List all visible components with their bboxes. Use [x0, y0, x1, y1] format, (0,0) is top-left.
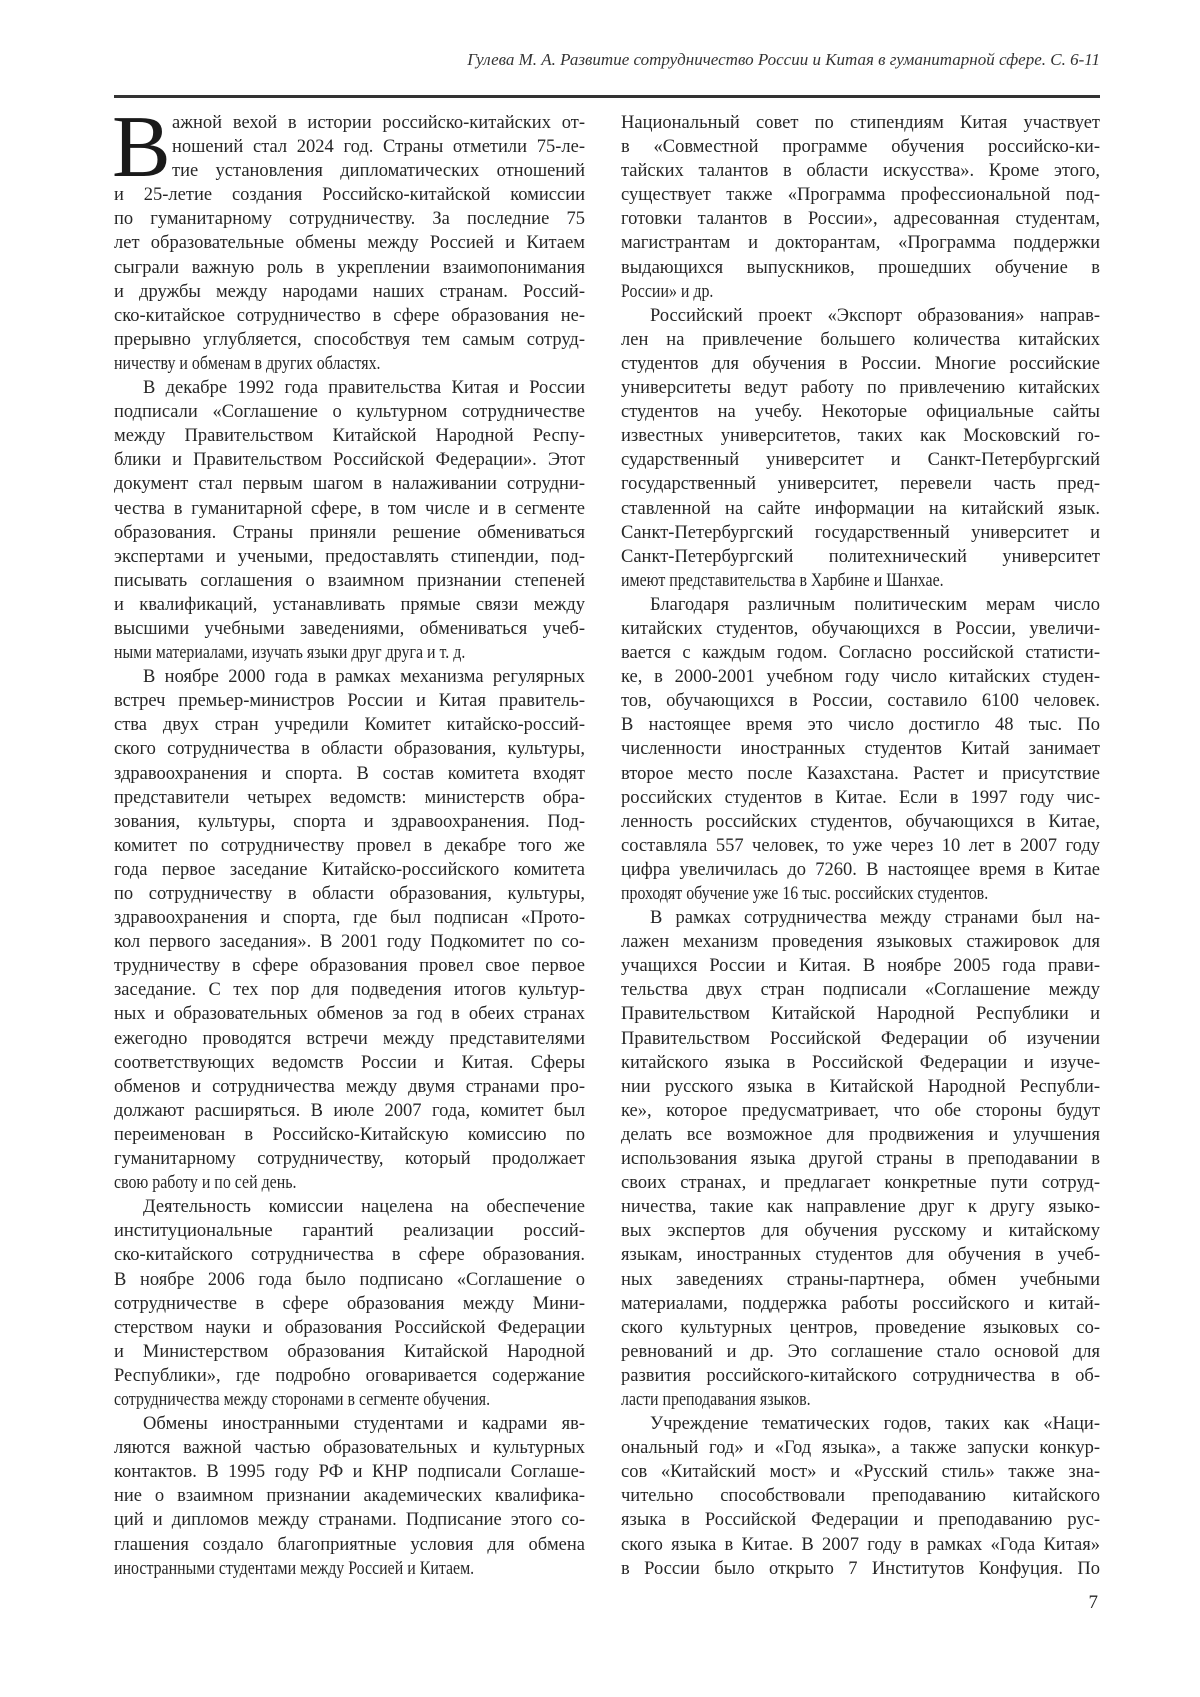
line-text: сотрудничества между сторонами в сегменте обучения. — [114, 1388, 490, 1412]
line-text: ничества, такие как направление друг к другу языко- — [621, 1197, 1100, 1217]
line-text: и квалификаций, устанавливать прямые связи между — [114, 595, 585, 615]
line-text: между Правительством Китайской Народной Респу- — [114, 426, 585, 446]
text-line — [114, 906, 585, 930]
text-line — [114, 1123, 585, 1147]
line-text: образования. Страны приняли решение обмениваться — [114, 523, 585, 543]
text-line — [114, 472, 585, 496]
line-text: России» и др. — [621, 280, 713, 304]
text-line — [621, 1533, 1100, 1557]
line-text: в «Совместной программе обучения российско-ки- — [621, 137, 1100, 157]
line-text: делать все возможное для продвижения и улучшения — [621, 1125, 1100, 1145]
text-line — [621, 1243, 1100, 1267]
line-text: Деятельность комиссии нацелена на обеспечение — [143, 1197, 585, 1217]
text-line — [621, 1484, 1100, 1508]
line-text: в России было открыто 7 Институтов Конфуция. По — [621, 1559, 1100, 1579]
text-line — [114, 1340, 585, 1364]
line-text: высшими учебными заведениями, обмениваться учеб- — [114, 619, 585, 639]
line-text: глашения создало благоприятные условия для обмена — [114, 1535, 585, 1555]
text-line — [621, 665, 1100, 689]
line-text: года первое заседание Китайско-российского комитета — [114, 860, 585, 880]
text-line — [621, 1123, 1100, 1147]
text-line — [621, 352, 1100, 376]
line-text: тайских талантов в области искусства». Кроме этого, — [621, 161, 1100, 181]
line-text: переименован в Российско-Китайскую комиссию по — [114, 1125, 585, 1145]
line-text: В настоящее время это число достигло 48 тыс. По — [621, 715, 1100, 735]
line-text: ными материалами, изучать языки друг друга и т. д. — [114, 641, 465, 665]
text-line — [621, 183, 1100, 207]
text-line — [114, 1388, 585, 1412]
line-text: численности иностранных студентов Китай занимает — [621, 739, 1100, 759]
line-text: составляла 557 человек, то уже через 10 лет в 2007 году — [621, 836, 1100, 856]
paragraph — [621, 304, 1100, 593]
text-line — [114, 1051, 585, 1075]
text-line — [114, 1027, 585, 1051]
text-line — [621, 231, 1100, 255]
paragraph — [621, 593, 1100, 906]
text-line — [114, 954, 585, 978]
running-header: Гулева М. А. Развитие сотрудничество России и Китая в гуманитарной сфере. С. 6-11 — [467, 50, 1100, 70]
line-text: Санкт-Петербургский государственный университет и — [621, 523, 1100, 543]
line-text: ажной вехой в истории российско-китайских от- — [172, 113, 585, 133]
text-line — [621, 159, 1100, 183]
line-text: развития российского-китайского сотрудничества в об- — [621, 1366, 1100, 1386]
line-text: учащихся России и Китая. В ноябре 2005 года прави- — [621, 956, 1100, 976]
line-text: ношений стал 2024 год. Страны отметили 75-ле- — [172, 137, 585, 157]
text-line — [621, 593, 1100, 617]
text-line — [621, 762, 1100, 786]
text-line — [621, 1171, 1100, 1195]
text-line — [621, 280, 1100, 304]
paragraph — [114, 665, 585, 1195]
text-line — [621, 1364, 1100, 1388]
paragraph — [114, 111, 585, 376]
line-text: блики и Правительством Российской Федерации». Этот — [114, 450, 585, 470]
text-line — [621, 1460, 1100, 1484]
text-line — [621, 1002, 1100, 1026]
text-line — [621, 713, 1100, 737]
text-line — [621, 1436, 1100, 1460]
line-text: В ноябре 2000 года в рамках механизма регулярных — [143, 667, 585, 687]
text-line — [621, 497, 1100, 521]
text-line — [114, 858, 585, 882]
text-line — [114, 497, 585, 521]
text-line — [114, 448, 585, 472]
line-text: выдающихся выпускников, прошедших обучение в — [621, 258, 1100, 278]
text-line — [114, 1243, 585, 1267]
line-text: ского сотрудничества в области образования, культуры, — [114, 739, 585, 759]
text-line — [621, 834, 1100, 858]
line-text: трудничеству в сфере образования провел свое первое — [114, 956, 585, 976]
line-text: цифра увеличилась до 7260. В настоящее время в Китае — [621, 860, 1100, 880]
line-text: ского культурных центров, проведение языковых со- — [621, 1318, 1100, 1338]
text-line — [621, 1268, 1100, 1292]
line-text: чества в гуманитарной сфере, в том числе и в сегменте — [114, 499, 585, 519]
text-line — [114, 882, 585, 906]
line-text: Национальный совет по стипендиям Китая участвует — [621, 113, 1100, 133]
text-line — [114, 1533, 585, 1557]
text-line — [114, 231, 585, 255]
line-text: тие установления дипломатических отношений — [172, 161, 585, 181]
text-line — [621, 472, 1100, 496]
text-line — [621, 689, 1100, 713]
line-text: здравоохранения и спорта. В состав комитета входят — [114, 764, 585, 784]
text-line — [114, 135, 585, 159]
line-text: Благодаря различным политическим мерам число — [650, 595, 1100, 615]
line-text: ке», которое предусматривает, что обе стороны будут — [621, 1101, 1100, 1121]
text-line — [114, 1316, 585, 1340]
text-line — [114, 930, 585, 954]
line-text: своих странах, и предлагает конкретные пути сотруд- — [621, 1173, 1100, 1193]
text-line — [114, 111, 585, 135]
paragraph — [621, 1412, 1100, 1581]
left-column — [114, 111, 585, 1581]
text-line — [114, 1557, 585, 1581]
text-line — [114, 352, 585, 376]
right-column — [621, 111, 1100, 1581]
text-line — [621, 569, 1100, 593]
text-line — [621, 1099, 1100, 1123]
text-line — [114, 1219, 585, 1243]
text-line — [621, 448, 1100, 472]
drop-cap: В — [112, 104, 171, 192]
line-text: тов, обучающихся в России, составило 6100 человек. — [621, 691, 1100, 711]
text-line — [114, 593, 585, 617]
text-line — [621, 641, 1100, 665]
line-text: кол первого заседания». В 2001 году Подкомитет по со- — [114, 932, 585, 952]
line-text: ставленной на сайте информации на китайский язык. — [621, 499, 1100, 519]
text-line — [114, 328, 585, 352]
text-line — [114, 665, 585, 689]
text-line — [621, 930, 1100, 954]
line-text: вых экспертов для обучения русскому и китайскому — [621, 1221, 1100, 1241]
text-line — [114, 1171, 585, 1195]
line-text: Правительством Российской Федерации об изучении — [621, 1029, 1100, 1049]
page-number: 7 — [1089, 1592, 1099, 1614]
line-text: ревнований и др. Это соглашение стало основой для — [621, 1342, 1100, 1362]
line-text: зования, культуры, спорта и здравоохранения. Под- — [114, 812, 585, 832]
line-text: известных университетов, таких как Московский го- — [621, 426, 1100, 446]
line-text: свою работу и по сей день. — [114, 1171, 296, 1195]
text-line — [621, 521, 1100, 545]
text-line — [621, 328, 1100, 352]
text-line — [114, 424, 585, 448]
line-text: ского языка в Китае. В 2007 году в рамках «Года Китая» — [621, 1535, 1100, 1555]
text-line — [621, 1027, 1100, 1051]
text-line — [114, 1412, 585, 1436]
text-line — [621, 906, 1100, 930]
line-text: ско-китайское сотрудничество в сфере образования не- — [114, 306, 585, 326]
line-text: здравоохранения и спорта, где был подписан «Прото- — [114, 908, 585, 928]
text-line — [621, 1508, 1100, 1532]
paragraph — [621, 111, 1100, 304]
line-text: материалами, поддержка работы российского и китай- — [621, 1294, 1100, 1314]
line-text: В рамках сотрудничества между странами был на- — [650, 908, 1100, 928]
paragraph — [114, 1412, 585, 1581]
line-text: Российский проект «Экспорт образования» направ- — [650, 306, 1100, 326]
line-text: иностранными студентами между Россией и Китаем. — [114, 1557, 474, 1581]
text-line — [621, 304, 1100, 328]
text-line — [114, 1147, 585, 1171]
text-line — [114, 256, 585, 280]
line-text: использования языка другой страны в преподавании в — [621, 1149, 1100, 1169]
line-text: ций и дипломов между странами. Подписание этого со- — [114, 1510, 585, 1530]
line-text: представители четырех ведомств: министерств обра- — [114, 788, 585, 808]
line-text: ежегодно проводятся встречи между представителями — [114, 1029, 585, 1049]
text-line — [114, 545, 585, 569]
text-line — [621, 135, 1100, 159]
line-text: магистрантам и докторантам, «Программа поддержки — [621, 233, 1100, 253]
text-line — [621, 545, 1100, 569]
text-line — [114, 978, 585, 1002]
line-text: имеют представительства в Харбине и Шанхае. — [621, 569, 944, 593]
text-line — [114, 689, 585, 713]
line-text: В декабре 1992 года правительства Китая и России — [143, 378, 585, 398]
line-text: встреч премьер-министров России и Китая правитель- — [114, 691, 585, 711]
line-text: студентов для обучения в России. Многие российские — [621, 354, 1100, 374]
line-text: Учреждение тематических годов, таких как «Наци- — [650, 1414, 1100, 1434]
text-line — [621, 1195, 1100, 1219]
text-line — [621, 1340, 1100, 1364]
line-text: студентов на учебу. Некоторые официальные сайты — [621, 402, 1100, 422]
text-line — [621, 1147, 1100, 1171]
line-text: нии русского языка в Китайской Народной Республи- — [621, 1077, 1100, 1097]
text-line — [114, 641, 585, 665]
text-line — [621, 111, 1100, 135]
line-text: государственный университет, перевели часть пред- — [621, 474, 1100, 494]
text-line — [114, 183, 585, 207]
line-text: экспертами и учеными, предоставлять стипендии, под- — [114, 547, 585, 567]
text-line — [114, 159, 585, 183]
line-text: по гуманитарному сотрудничеству. За последние 75 — [114, 209, 585, 229]
line-text: ние о взаимном признании академических квалифика- — [114, 1486, 585, 1506]
line-text: готовки талантов в России», адресованная студентам, — [621, 209, 1100, 229]
text-line — [621, 882, 1100, 906]
line-text: сударственный университет и Санкт-Петербургский — [621, 450, 1100, 470]
line-text: ско-китайского сотрудничества в сфере образования. — [114, 1245, 585, 1265]
line-text: лен на привлечение большего количества китайских — [621, 330, 1100, 350]
text-line — [114, 786, 585, 810]
text-line — [114, 1002, 585, 1026]
text-line — [114, 1508, 585, 1532]
line-text: подписали «Соглашение о культурном сотрудничестве — [114, 402, 585, 422]
text-line — [114, 1075, 585, 1099]
line-text: ленность российских студентов, обучающихся в Китае, — [621, 812, 1100, 832]
line-text: ства двух стран учредили Комитет китайско-россий- — [114, 715, 585, 735]
text-line — [114, 810, 585, 834]
line-text: сов «Китайский мост» и «Русский стиль» также зна- — [621, 1462, 1100, 1482]
line-text: ласти преподавания языков. — [621, 1388, 811, 1412]
line-text: комитет по сотрудничеству провел в декабре того же — [114, 836, 585, 856]
line-text: В ноябре 2006 года было подписано «Соглашение о — [114, 1270, 585, 1290]
paragraph — [114, 376, 585, 665]
line-text: обменов и сотрудничества между двумя странами про- — [114, 1077, 585, 1097]
line-text: вается с каждым годом. Согласно российской статисти- — [621, 643, 1100, 663]
text-line — [114, 304, 585, 328]
line-text: документ стал первым шагом в налаживании сотрудни- — [114, 474, 585, 494]
line-text: должают расширяться. В июле 2007 года, комитет был — [114, 1101, 585, 1121]
line-text: и дружбы между народами наших странам. Россий- — [114, 282, 585, 302]
text-line — [114, 376, 585, 400]
line-text: Обмены иностранными студентами и кадрами яв- — [143, 1414, 585, 1434]
line-text: лажен механизм проведения языковых стажировок для — [621, 932, 1100, 952]
line-text: гуманитарному сотрудничеству, который продолжает — [114, 1149, 585, 1169]
line-text: проходят обучение уже 16 тыс. российских студентов. — [621, 882, 988, 906]
line-text: китайского языка в Российской Федерации и изуче- — [621, 1053, 1100, 1073]
text-line — [114, 1195, 585, 1219]
text-line — [114, 737, 585, 761]
line-text: Санкт-Петербургский политехнический университет — [621, 547, 1100, 567]
text-line — [114, 1364, 585, 1388]
line-text: второе место после Казахстана. Растет и присутствие — [621, 764, 1100, 784]
paragraph — [114, 1195, 585, 1412]
text-line — [621, 954, 1100, 978]
text-line — [114, 521, 585, 545]
text-line — [114, 1268, 585, 1292]
line-text: по сотрудничеству в области образования, культуры, — [114, 884, 585, 904]
header-rule — [114, 95, 1100, 98]
text-line — [621, 1412, 1100, 1436]
text-line — [114, 1436, 585, 1460]
line-text: ных заведениях страны-партнера, обмен учебными — [621, 1270, 1100, 1290]
text-line — [621, 1219, 1100, 1243]
text-line — [621, 256, 1100, 280]
line-text: ональный год» и «Год языка», а также запуски конкур- — [621, 1438, 1100, 1458]
text-line — [621, 424, 1100, 448]
text-line — [621, 737, 1100, 761]
line-text: лет образовательные обмены между Россией и Китаем — [114, 233, 585, 253]
line-text: Республики», где подробно оговаривается содержание — [114, 1366, 585, 1386]
line-text: ничеству и обменам в других областях. — [114, 352, 381, 376]
line-text: китайских студентов, обучающихся в России, увеличи- — [621, 619, 1100, 639]
text-line — [114, 713, 585, 737]
line-text: соответствующих ведомств России и Китая. Сферы — [114, 1053, 585, 1073]
text-line — [114, 1484, 585, 1508]
line-text: языка в Российской Федерации и преподаванию рус- — [621, 1510, 1100, 1530]
paragraph — [621, 906, 1100, 1412]
line-text: и Министерством образования Китайской Народной — [114, 1342, 585, 1362]
text-line — [621, 786, 1100, 810]
line-text: стерством науки и образования Российской Федерации — [114, 1318, 585, 1338]
line-text: контактов. В 1995 году РФ и КНР подписали Соглаше- — [114, 1462, 585, 1482]
line-text: ляются важной частью образовательных и культурных — [114, 1438, 585, 1458]
text-line — [621, 1051, 1100, 1075]
text-line — [621, 1292, 1100, 1316]
text-line — [621, 400, 1100, 424]
line-text: сыграли важную роль в укреплении взаимопонимания — [114, 258, 585, 278]
line-text: прерывно углубляется, способствуя тем самым сотруд- — [114, 330, 585, 350]
text-line — [114, 1292, 585, 1316]
text-line — [621, 858, 1100, 882]
text-line — [621, 1388, 1100, 1412]
text-line — [114, 280, 585, 304]
line-text: университеты ведут работу по привлечению китайских — [621, 378, 1100, 398]
line-text: институциональные гарантий реализации россий- — [114, 1221, 585, 1241]
line-text: ке, в 2000-2001 учебном году число китайских студен- — [621, 667, 1100, 687]
line-text: языкам, иностранных студентов для обучения в учеб- — [621, 1245, 1100, 1265]
line-text: заседание. С тех пор для подведения итогов культур- — [114, 980, 585, 1000]
text-line — [621, 978, 1100, 1002]
text-line — [621, 376, 1100, 400]
text-line — [114, 569, 585, 593]
line-text: сотрудничестве в сфере образования между Мини- — [114, 1294, 585, 1314]
text-line — [114, 400, 585, 424]
line-text: существует также «Программа профессиональной под- — [621, 185, 1100, 205]
text-line — [114, 1099, 585, 1123]
line-text: ных и образовательных обменов за год в обеих странах — [114, 1004, 585, 1024]
text-line — [621, 207, 1100, 231]
text-line — [114, 834, 585, 858]
text-line — [621, 1557, 1100, 1581]
line-text: Правительством Китайской Народной Республики и — [621, 1004, 1100, 1024]
text-line — [621, 810, 1100, 834]
line-text: и 25-летие создания Российско-китайской комиссии — [114, 185, 585, 205]
line-text: писывать соглашения о взаимном признании степеней — [114, 571, 585, 591]
text-line — [114, 617, 585, 641]
text-line — [621, 1316, 1100, 1340]
text-line — [621, 617, 1100, 641]
line-text: тельства двух стран подписали «Соглашение между — [621, 980, 1100, 1000]
text-line — [114, 207, 585, 231]
line-text: чительно способствовали преподаванию китайского — [621, 1486, 1100, 1506]
text-line — [114, 762, 585, 786]
text-line — [621, 1075, 1100, 1099]
line-text: российских студентов в Китае. Если в 1997 году чис- — [621, 788, 1100, 808]
text-line — [114, 1460, 585, 1484]
